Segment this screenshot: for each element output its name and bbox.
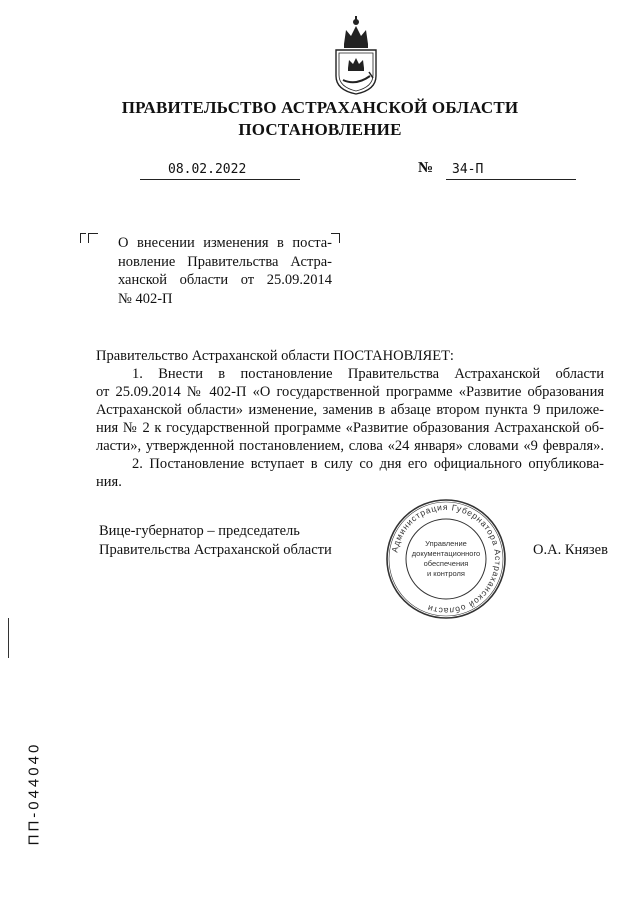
resolution-intro: Правительство Астраханской области ПОСТАНОВЛЯЕТ: [96,348,454,364]
stamp-center-line: обеспечения [423,559,469,568]
stamp-ring-text: Администрация Губернатора Астраханской области [389,501,504,617]
subject-corner-mark-left [88,233,98,243]
document-date: 08.02.2022 [168,162,247,177]
body-line: ния. [96,474,122,490]
official-stamp [385,498,507,620]
signatory-title-line: Вице-губернатор – председатель [99,523,300,539]
body-line: ласти», утвержденной постановлением, слова «24 января» словами «9 февраля». [96,438,604,454]
stamp-center-line: Управление [425,539,467,548]
resolution-body [96,365,604,491]
subject-line: № 402-П [118,290,173,307]
document-number: 34-П [452,162,484,177]
subject-line: новление Правительства Астра- [118,253,332,270]
body-line: от 25.09.2014 № 402-П «О государственной программе «Развитие образования [96,384,604,400]
margin-line [8,618,9,658]
document-subject [118,234,332,308]
stamp-center-line: и контроля [426,569,466,578]
signatory-title [99,522,332,560]
body-line: 1. Внести в постановление Правительства Астраханской области [132,366,604,382]
subject-line: О внесении изменения в поста- [118,235,332,251]
signatory-title-line: Правительства Астраханской области [99,542,332,558]
body-line: 2. Постановление вступает в силу со дня его официального опубликова- [132,456,604,472]
body-line: ния № 2 к государственной программе «Развитие образования Астраханской об- [96,420,604,436]
subject-line: ханской области от 25.09.2014 [118,272,332,288]
document-type: ПОСТАНОВЛЕНИЕ [238,120,402,139]
stamp-center-line: документационного [411,549,481,558]
number-sign: № [418,160,434,176]
subject-corner-mark-left-outer [80,233,86,243]
subject-corner-mark-right [331,233,340,243]
body-line: Астраханской области» изменение, заменив в абзаце втором пункта 9 приложе- [96,402,604,418]
coat-of-arms-emblem [326,14,386,96]
side-registration-code: ПП-044040 [25,741,43,846]
signatory-name: О.А. Князев [533,542,608,558]
government-title: ПРАВИТЕЛЬСТВО АСТРАХАНСКОЙ ОБЛАСТИ [121,98,519,117]
